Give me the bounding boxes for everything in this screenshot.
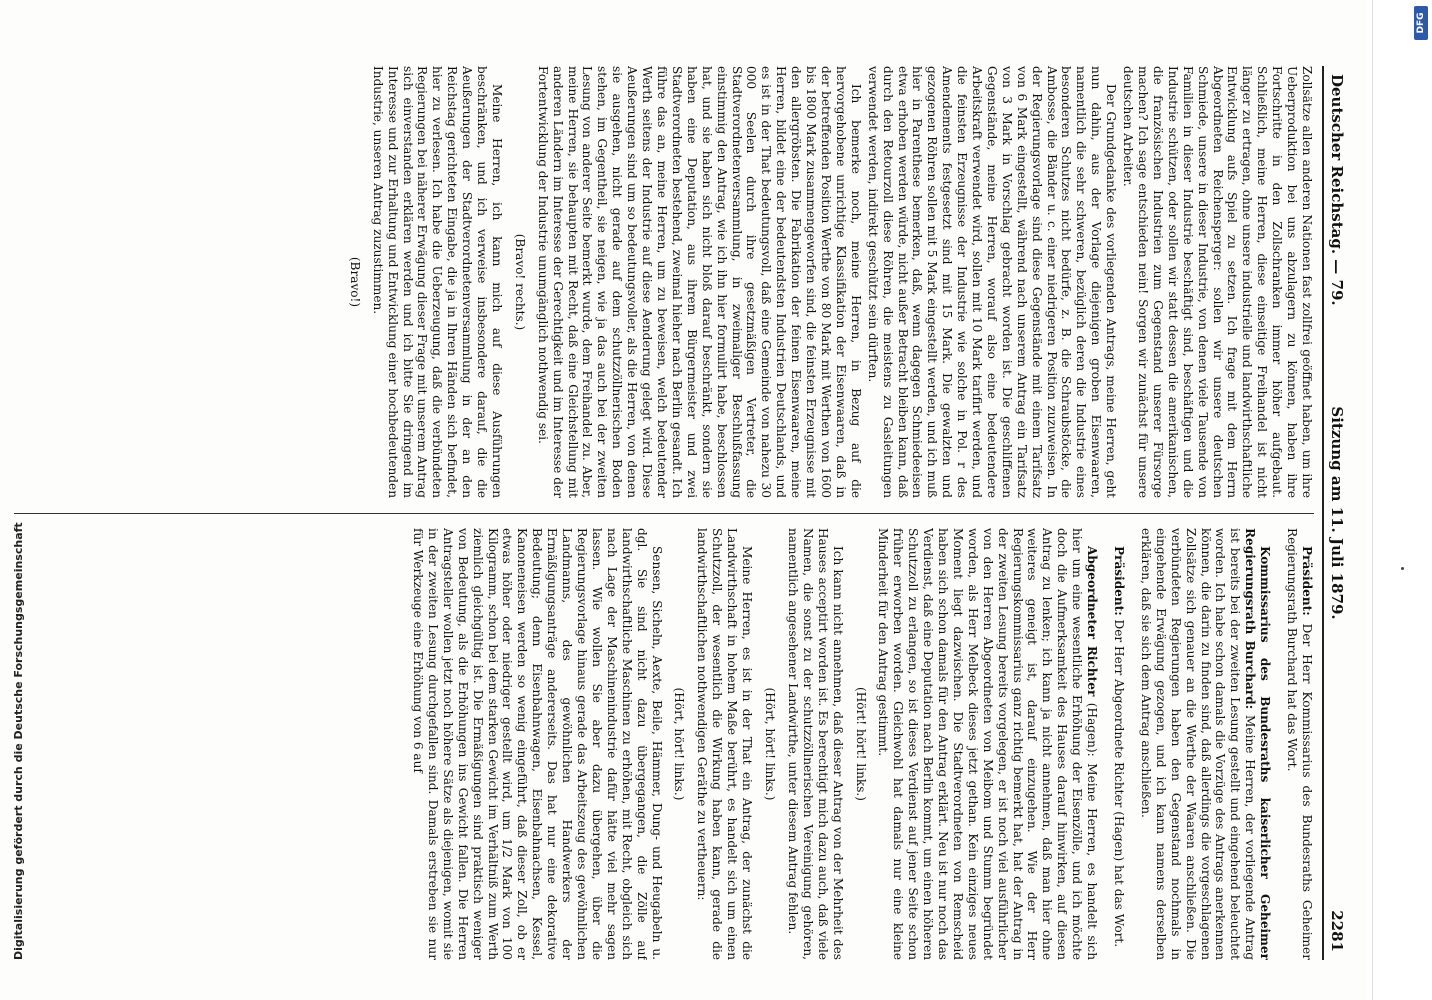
speaker-name: Präsident: [1300,546,1314,616]
attribution-strip [1366,0,1432,1000]
speech-text: Der Herr Kommissarius des Bundesraths Geheimer Regierungsrath Burchard hat das Wort. [1285,528,1314,960]
right-column [14,528,1314,960]
speech-text: (Hagen): Meine Herren, es handelt sich hier um eine wesentliche Erhöhung der Eisenzölle, und ich möchte doch die Aufmerksamkeit des Hauses darauf hinwirken, auf diesen Antrag zu lenken; ich kann ja nicht annehmen, daß man hier ohne weiteres geneigt ist, darauf einzugehen. Wie der Herr Regierungskommissarius ganz richtig bemerkt hat, hat der Antrag in der zweiten Lesung bereits vorgelegen, er ist noch viel ausführlicher von den Herren Abgeordneten von Meibom und Stumm begründet worden, als Herr Melbeck dieses jetzt gethan. Kein einziges neues Moment liegt dazwischen. Die Stadtverordneten von Remscheid haben sich schon damals für den Antrag erklärt. Neu ist nur noch das Verdienst, daß eine Deputation nach Berlin kommt, um einen höheren Schutzzoll zu erlangen, so ist dieses Verdienst auf jener Seite schon früher erworben worden. Gleichwohl hat damals nur eine kleine Minderheit für den Antrag gestimmt. [876,528,1100,960]
speaker-name: Abgeordneter Richter [1085,546,1100,697]
column-divider [14,513,1314,514]
speech-paragraph [876,528,1100,960]
left-paragraph: Der Grundgedanke des vorliegenden Antrags, meine Herren, geht nun dahin, aus der Vorlage diejenigen groben Eisenwaaren, namentlich die sehr schweren, bezüglich deren die Industrie eines besonderen Schutzes nicht bedürfe, z. B. die Schraubstöcke, die Ambosse, die Bänder u. c. einer niedrigeren Position zuzuweisen. In der Regierungsvorlage sind diese Gegenstände mit einem Tarifsatz von 6 Mark eingestellt, während nach unserem Antrag ein Tarifsatz von 3 Mark in Vorschlag gebracht worden ist. Die geschliffenen Gegenstände, meine Herren, worauf also eine bedeutendere Arbeitskraft verwendet wird, sollen mit 10 Mark tarifirt werden, und die feinsten Erzeugnisse der Industrie wie solche in Pol. r des Amendements festgesetzt sind mit 15 Mark. Die gewalzten und gezogenen Röhren sollen mit 5 Mark eingestellt werden, und ich muß hier in Parenthese bemerken, daß, wenn dagegen Schmiedeeisen etwa erhoben werden würde, nicht außer Betracht bleiben kann, daß durch den Retourzoll diese Röhren, die meistens zu Gasleitungen verwendet werden, indirekt geschützt sein dürften. [865,66,1119,498]
left-column [14,66,1314,498]
interjection: (Hört! hört! links.) [853,687,868,801]
strip-divider [1372,0,1373,1000]
left-paragraph: Meine Herren, ich kann mich auf diese Ausführungen beschränken, und ich verweise insbesondere darauf, die die Aeußerungen der Stadtverordnetenversammlung in der an den Reichstag gerichteten Eingabe, die ja in Ihren Händen sich befindet, hier zu verlesen. Ich habe die Ueberzeugung, daß die verbündeten Regierungen bei näherer Erwägung dieser Frage mit unserem Antrag sich einverstanden erklären werden und ich bitte Sie dringend im Interesse und zur Erhaltung und Entwicklung einer hochbedeutenden Industrie, unseren Antrag zuzustimmen. [370,66,504,498]
scan-speck [1401,567,1404,570]
speech-paragraph [1111,528,1126,960]
header-page-number: 2281 [1328,910,1346,952]
interjection: (Bravo!) [347,256,362,308]
speaker-name: Kommissarius des Bundesraths kaiserlicher Geheimer Regierungsrath Burchard: [1243,528,1273,960]
interjection: (Hört, hört! links.) [672,687,687,801]
speech-paragraph [1138,528,1272,960]
interjection: (Hört, hört! links.) [763,687,777,801]
speech-paragraph: Sensen, Sicheln, Aexte, Beile, Hämmer, Dung- und Heugabeln u. dgl. Sie sind nicht dazu übergegangen, die Zölle auf landwirthschaftliche Maschinen zu erhöhen, mit Recht, obgleich sich nach Lage der Maschinenindustrie dafür hätte viel mehr sagen lassen. Wie wollen Sie aber dazu übergehen, über die Regierungsvorlage hinaus gerade das Arbeitszeug des gewöhnlichen Landmanns, des gewöhnlichen Handwerkers der Ermäßigungsanträge andererseits. Das hat nur eine dekorative Bedeutung; denn Eisenbahnwagen, Eisenbahnachsen, Kessel, Kanoneneisen werden so wenig eingeführt, daß dieser Zoll, ob er etwas höher oder niedriger gestellt wird, um 1/2 Mark von 100 Kilogramm, schon bei dem starken Gewicht im Verhältniß zum Werth ziemlich gleichgültig ist. Die Ermäßigungen sind praktisch weniger von Bedeutung, als die Erhöhungen ins Gewicht fallen. Die Herren Antragsteller wollen jetzt noch höhere Sätze als diejenigen, womit sie in der zweiten Lesung durchgefallen sind. Damals erstreben sie nur für Werkzeuge eine Erhöhung von 6 auf [411,528,664,960]
left-paragraph: Ich bemerke noch, meine Herren, in Bezug auf die hervorgehobene unrichtige Klassifikation der Eisenwaaren, daß in der betreffenden Position Werthe von 80 Mark mit Werthen von 1600 bis 1800 Mark zusammengeworfen sind, die feinsten Erzeugnisse mit den allergröbsten. Die Fabrikation der feinen Eisenwaaren, meine Herren, bildet eine der bedeutendsten Industrien Deutschlands, und es ist in der That bedeutungsvoll, daß eine Gemeinde von nahezu 30 000 Seelen durch ihre gesetzmäßigen Vertreter, die Stadtverordnetenversammlung, in zweimaliger Beschlußfassung einstimmig den Antrag, wie ich ihn hier formulirt habe, beschlossen hat, und sie haben sich nicht bloß darauf beschränkt, sondern sie haben eine Deputation, aus ihrem Bürgermeister und zwei Stadtverordneten bestehend, zweimal hieher nach Berlin gesandt. Ich führe das an, meine Herren, um zu beweisen, welch bedeutender Werth seitens der Industrie auf diese Aenderung gelegt wird. Diese Aeußerungen sind um so bedeutungsvoller, als die Herren, von denen sie ausgehen, nicht gerade auf dem schutzzöllnerischen Boden stehen, im Gegentheil, sie neigen, wie ja das auch bei der zweiten Lesung von anderer Seite bemerkt wurde, dem Freihandel zu. Aber, meine Herren, sie behaupten mit Recht, daß eine Gleichstellung mit anderen Ländern im Interesse der Gerechtigkeit und im Interesse der Fortentwicklung der Industrie unumgänglich nothwendig sei. [535,66,863,498]
speech-text: Meine Herren, der vorliegende Antrag ist bereits bei der zweiten Lesung gestellt und eingehend beleuchtet worden. Ich habe schon damals die Vorzüge des Antrags anerkennen können, die darin zu finden sind, daß allerdings die vorgeschlagenen Zollsätze sich genauer an die Werthe der Waaren anschließen. Die verbündeten Regierungen haben den Gegenstand nochmals in eingehende Erwägung gezogen, und ich kann namens derselben erklären, daß sie sich dem Antrag anschließen. [1138,528,1258,960]
text-columns [14,66,1314,960]
left-paragraph: Zollsätze allen anderen Nationen fast zollfrei geöffnet haben, um ihre Ueberproduktion bei uns abzulagern zu können, haben ihre Fortschritte in den Zollschranken immer höher aufgebaut. Schließlich, meine Herren, diese einseitige Freihandel ist nicht länger zu ertragen, ohne unsere industrielle und landwirthschaftliche Entwicklung aufs Spiel zu setzen. Ich frage mit dem Herrn Abgeordneten Reichensperger: sollen wir unsere deutschen Schmiede, unsere in dieser Industrie, von denen viele Tausende von Familien in dieser Industrie beschäftigt sind, beschäftigen und die Industrie schützen, oder sollen wir statt dessen die amerikanischen, die französischen Industrien zum Gegenstand unserer Fürsorge machen? Ich sage entschieden nein! Sorgen wir zunächst für unsere deutschen Arbeiter. [1121,66,1314,498]
dfg-logo-icon: DFG [1414,6,1428,40]
interjection: (Bravo! rechts.) [512,233,527,331]
funding-attribution: Digitalisierung gefördert durch die Deutsche Forschungsgemeinschaft [12,522,25,960]
speaker-name: Präsident: [1112,546,1127,616]
running-head [1322,66,1348,960]
speech-paragraph: Ich kann nicht annehmen, daß dieser Antrag von der Mehrheit des Hauses acceptirt worden ist. Es berechtigt mich dazu auch, daß viele Namen, die sonst zu der schutzzöllnerischen Vereinigung gehören, namentlich angesehener Landwirthe, unter diesem Antrag fehlen. [785,528,845,960]
speech-paragraph: Meine Herren, es ist in der That ein Antrag, der zunächst die Landwirthschaft in hohem Maße berührt, es handelt sich um einen Schutzzoll, der wesentlich die Wirkung haben kann, gerade die landwirthschaftlichen nothwendigen Geräthe zu vertheuern: [695,528,755,960]
header-session-date: Sitzung am 11. Juli 1879. [1328,406,1346,620]
speech-paragraph [1284,528,1314,960]
header-publication: Deutscher Reichstag. — 79. [1328,74,1346,306]
speech-text: Der Herr Abgeordnete Richter (Hagen) hat das Wort. [1112,615,1127,948]
